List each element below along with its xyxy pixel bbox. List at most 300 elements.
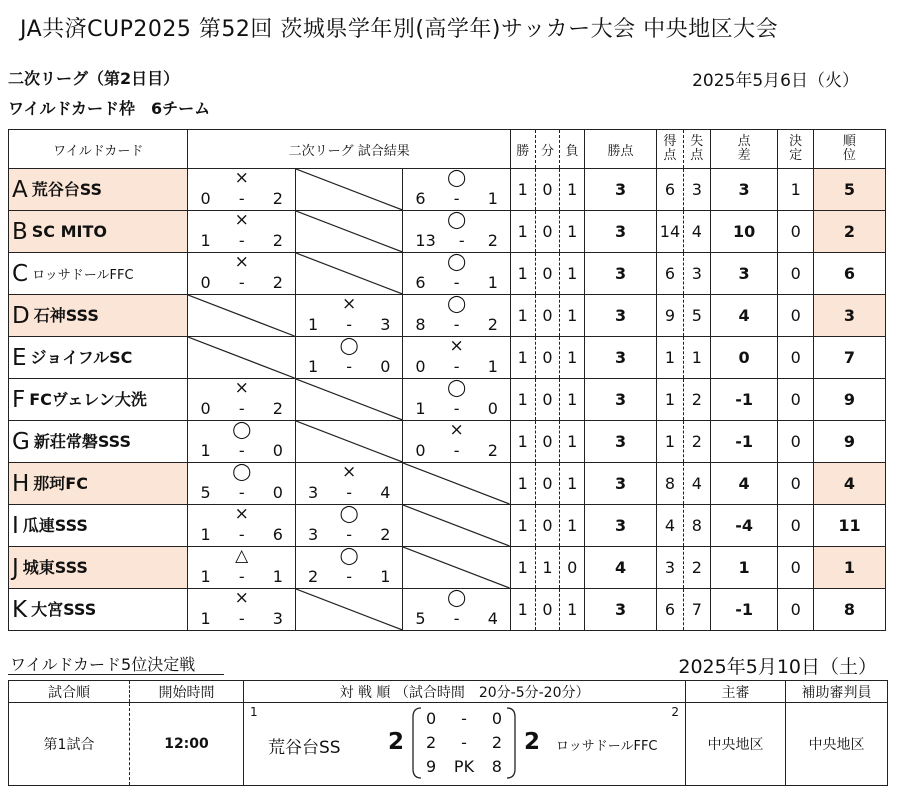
- goals-for: 4: [657, 505, 684, 547]
- decided: 0: [778, 463, 813, 505]
- playoff-table: [8, 680, 888, 786]
- header-draw: 分: [535, 130, 560, 169]
- result-score-right: 4: [487, 609, 498, 628]
- diagonal-line-icon: [188, 337, 294, 378]
- second-half-score: [412, 733, 516, 753]
- result-score: [188, 232, 294, 250]
- match-result-cell: [188, 211, 295, 253]
- match-result-cell: [188, 169, 295, 211]
- match-score-2: 2: [524, 729, 541, 755]
- wins: 1: [510, 337, 535, 379]
- team-letter: F: [12, 386, 26, 413]
- result-mark: ×: [234, 504, 249, 524]
- result-score-left: 1: [415, 399, 426, 418]
- goals-against: 3: [683, 253, 710, 295]
- round-subtitle: 二次リーグ（第2日目）: [8, 69, 180, 88]
- losses: 1: [560, 211, 585, 253]
- team-letter: C: [12, 260, 29, 287]
- header-goal-diff-label: 点差: [737, 134, 751, 163]
- result-mark: ◯: [447, 168, 467, 188]
- team-cell: [9, 463, 188, 505]
- playoff-header-order: 試合順: [9, 681, 130, 703]
- rank: 1: [813, 547, 885, 589]
- second-half-left: 2: [426, 733, 437, 752]
- header-goals-against: [683, 130, 710, 169]
- draws: 0: [535, 589, 560, 631]
- result-score-dash: -: [453, 399, 460, 418]
- match-result-cell: [188, 589, 295, 631]
- rank: 2: [813, 211, 885, 253]
- team-cell: [9, 253, 188, 295]
- rank: 9: [813, 421, 885, 463]
- rank: 6: [813, 253, 885, 295]
- result-mark: ◯: [447, 378, 467, 398]
- goals-for: 8: [657, 463, 684, 505]
- team-letter: A: [12, 176, 28, 203]
- match-team-2: ロッサドールFFC: [556, 739, 658, 754]
- match-result-cell: [295, 547, 402, 589]
- match-time: 12:00: [130, 703, 244, 786]
- decided: 0: [778, 505, 813, 547]
- header-goals-for: [657, 130, 684, 169]
- result-score-right: 0: [380, 357, 391, 376]
- result-score: [403, 610, 510, 628]
- goals-against: 2: [683, 421, 710, 463]
- goals-against: 2: [683, 379, 710, 421]
- rank: 5: [813, 169, 885, 211]
- result-mark: ×: [449, 420, 464, 440]
- round-date: 2025年5月6日（火）: [692, 71, 859, 91]
- result-score-right: 6: [272, 525, 283, 544]
- standings-row: [9, 379, 886, 421]
- result-score-right: 2: [487, 441, 498, 460]
- losses: 1: [560, 295, 585, 337]
- decided: 0: [778, 589, 813, 631]
- result-score: [403, 190, 510, 208]
- goal-difference: -1: [710, 589, 778, 631]
- result-score-left: 1: [200, 231, 211, 250]
- team-name: 石神SSS: [33, 305, 99, 325]
- goals-against: 2: [683, 547, 710, 589]
- points: 3: [585, 253, 657, 295]
- goals-for: 6: [657, 589, 684, 631]
- team-name: FCヴェレン大洗: [29, 389, 147, 409]
- pk-left: 9: [426, 757, 437, 776]
- losses: 1: [560, 169, 585, 211]
- wins: 1: [510, 421, 535, 463]
- result-score-right: 3: [380, 315, 391, 334]
- result-score-right: 3: [272, 609, 283, 628]
- match-result-cell: [403, 295, 511, 337]
- team-letter: E: [12, 344, 27, 371]
- draws: 0: [535, 211, 560, 253]
- result-score-dash: -: [453, 357, 460, 376]
- goal-difference: 3: [710, 253, 778, 295]
- rank: 9: [813, 379, 885, 421]
- result-score-left: 5: [200, 483, 211, 502]
- match-result-cell: [188, 379, 295, 421]
- goal-difference: -4: [710, 505, 778, 547]
- result-score-dash: -: [238, 273, 245, 292]
- goals-against: 4: [683, 211, 710, 253]
- first-half-dash: -: [461, 709, 467, 728]
- team-name: 瓜連SSS: [22, 515, 88, 535]
- goals-for: 6: [657, 253, 684, 295]
- goals-for: 1: [657, 421, 684, 463]
- match-assistant: 中央地区: [786, 703, 888, 786]
- header-loss: 負: [560, 130, 585, 169]
- team-name: 荒谷台SS: [31, 179, 103, 199]
- match-result-cell: [188, 421, 295, 463]
- team-letter: B: [12, 218, 28, 245]
- self-match-cell: [188, 295, 295, 337]
- standings-row: [9, 589, 886, 631]
- pk-score: [412, 757, 516, 777]
- match-result-cell: [403, 337, 511, 379]
- result-mark: ◯: [447, 588, 467, 608]
- first-half-right: 0: [491, 709, 502, 728]
- result-score-left: 1: [200, 567, 211, 586]
- diagonal-line-icon: [403, 463, 510, 504]
- wildcard-subtitle: ワイルドカード枠 6チーム: [8, 99, 211, 118]
- match-result-cell: [188, 505, 295, 547]
- page-title: JA共済CUP2025 第52回 茨城県学年別(高学年)サッカー大会 中央地区大会: [20, 17, 779, 42]
- result-score-right: 2: [487, 315, 498, 334]
- result-score: [188, 442, 294, 460]
- first-half-score: [412, 709, 516, 729]
- first-half-left: 0: [426, 709, 437, 728]
- standings-table: [8, 129, 886, 631]
- goals-against: 5: [683, 295, 710, 337]
- wins: 1: [510, 295, 535, 337]
- match-result-cell: [295, 337, 402, 379]
- match-result-cell: [403, 379, 511, 421]
- playoff-header-referee: 主審: [686, 681, 786, 703]
- result-score-right: 1: [272, 567, 283, 586]
- losses: 1: [560, 505, 585, 547]
- result-mark: ×: [234, 588, 249, 608]
- points: 3: [585, 337, 657, 379]
- result-score: [188, 484, 294, 502]
- team-cell: [9, 547, 188, 589]
- result-score-left: 3: [307, 483, 319, 502]
- result-mark: ×: [342, 294, 357, 314]
- decided: 0: [778, 211, 813, 253]
- match-result-cell: [403, 253, 511, 295]
- result-score: [188, 610, 294, 628]
- match-order: 第1試合: [9, 703, 130, 786]
- points: 3: [585, 211, 657, 253]
- result-score-left: 0: [200, 273, 211, 292]
- draws: 0: [535, 505, 560, 547]
- result-mark: ◯: [339, 546, 359, 566]
- decided: 0: [778, 253, 813, 295]
- match-result-cell: [295, 295, 402, 337]
- result-score-left: 1: [200, 441, 211, 460]
- goal-difference: 1: [710, 547, 778, 589]
- team-cell: [9, 169, 188, 211]
- wins: 1: [510, 211, 535, 253]
- match-result-cell: [403, 211, 511, 253]
- diagonal-line-icon: [403, 505, 510, 546]
- losses: 1: [560, 589, 585, 631]
- team-name: 新荘常磐SSS: [33, 431, 131, 451]
- points: 4: [585, 547, 657, 589]
- header-goal-diff: [710, 130, 778, 169]
- team-name: SC MITO: [31, 221, 108, 241]
- second-half-right: 2: [491, 733, 502, 752]
- result-score-dash: -: [453, 273, 460, 292]
- result-score-dash: -: [238, 483, 245, 502]
- result-score-dash: -: [346, 567, 353, 586]
- self-match-cell: [403, 505, 511, 547]
- losses: 1: [560, 253, 585, 295]
- result-mark: ×: [234, 210, 249, 230]
- playoff-title: ワイルドカード5位決定戦: [10, 655, 196, 674]
- result-mark: ◯: [232, 462, 252, 482]
- result-score-right: 2: [380, 525, 391, 544]
- self-match-cell: [295, 589, 402, 631]
- goal-difference: 4: [710, 295, 778, 337]
- result-score-dash: -: [238, 231, 245, 250]
- result-score: [188, 568, 294, 586]
- losses: 1: [560, 463, 585, 505]
- result-score-dash: -: [453, 189, 460, 208]
- goal-difference: -1: [710, 421, 778, 463]
- team-letter: J: [12, 554, 19, 581]
- header-goals-for-label: 得点: [663, 134, 677, 163]
- result-score-right: 0: [272, 483, 283, 502]
- result-score: [296, 358, 402, 376]
- draws: 0: [535, 295, 560, 337]
- standings-row: [9, 169, 886, 211]
- goals-for: 3: [657, 547, 684, 589]
- result-score: [403, 316, 510, 334]
- standings-header-row: [9, 130, 886, 169]
- result-score-left: 1: [307, 315, 319, 334]
- wins: 1: [510, 547, 535, 589]
- team-name: ジョイフルSC: [30, 347, 133, 367]
- result-score-dash: -: [346, 483, 353, 502]
- pk-label: PK: [453, 757, 475, 776]
- result-score-dash: -: [238, 525, 245, 544]
- goals-against: 4: [683, 463, 710, 505]
- team-cell: [9, 589, 188, 631]
- goals-for: 14: [657, 211, 684, 253]
- goals-for: 6: [657, 169, 684, 211]
- decided: 0: [778, 421, 813, 463]
- rank: 11: [813, 505, 885, 547]
- result-mark: ◯: [339, 504, 359, 524]
- goal-difference: 4: [710, 463, 778, 505]
- result-mark: ×: [342, 462, 357, 482]
- draws: 0: [535, 379, 560, 421]
- goal-difference: -1: [710, 379, 778, 421]
- result-score: [403, 442, 510, 460]
- result-score-dash: -: [346, 315, 353, 334]
- team-name: 那珂FC: [33, 473, 88, 493]
- result-score-dash: -: [453, 441, 460, 460]
- result-score-right: 2: [272, 273, 283, 292]
- result-mark: ◯: [447, 252, 467, 272]
- diagonal-line-icon: [296, 589, 402, 630]
- standings-row: [9, 547, 886, 589]
- result-score-left: 0: [200, 399, 211, 418]
- result-score-dash: -: [453, 315, 460, 334]
- standings-row: [9, 211, 886, 253]
- result-score-dash: -: [453, 609, 460, 628]
- result-score: [403, 274, 510, 292]
- result-mark: ×: [234, 378, 249, 398]
- goals-for: 1: [657, 337, 684, 379]
- draws: 0: [535, 421, 560, 463]
- goals-for: 9: [657, 295, 684, 337]
- goals-against: 7: [683, 589, 710, 631]
- diagonal-line-icon: [403, 547, 510, 588]
- header-goals-against-label: 失点: [690, 134, 704, 163]
- wins: 1: [510, 505, 535, 547]
- goal-difference: 10: [710, 211, 778, 253]
- points: 3: [585, 505, 657, 547]
- result-score-dash: -: [346, 357, 353, 376]
- result-score-dash: -: [238, 189, 245, 208]
- result-score: [188, 190, 294, 208]
- standings-row: [9, 337, 886, 379]
- playoff-header-start: 開始時間: [130, 681, 244, 703]
- result-mark: ×: [234, 252, 249, 272]
- match-result-cell: [188, 547, 295, 589]
- points: 3: [585, 169, 657, 211]
- result-score-left: 8: [415, 315, 426, 334]
- result-score-dash: -: [238, 567, 245, 586]
- goal-difference: 0: [710, 337, 778, 379]
- standings-row: [9, 505, 886, 547]
- header-win: 勝: [510, 130, 535, 169]
- diagonal-line-icon: [296, 379, 402, 420]
- match-score-breakdown: [412, 707, 516, 779]
- result-score: [296, 484, 402, 502]
- wins: 1: [510, 169, 535, 211]
- result-mark: △: [235, 546, 249, 566]
- diagonal-line-icon: [296, 253, 402, 294]
- self-match-cell: [188, 337, 295, 379]
- header-results: 二次リーグ 試合結果: [188, 130, 510, 169]
- result-score-right: 4: [380, 483, 391, 502]
- result-mark: ◯: [339, 336, 359, 356]
- result-score: [403, 400, 510, 418]
- playoff-header-assistant: 補助審判員: [786, 681, 888, 703]
- decided: 0: [778, 337, 813, 379]
- result-score-right: 2: [272, 189, 283, 208]
- result-score-left: 5: [415, 609, 426, 628]
- rank: 8: [813, 589, 885, 631]
- match-result-cell: [403, 589, 511, 631]
- header-decided-label: 決定: [789, 134, 803, 163]
- result-score-left: 1: [307, 357, 319, 376]
- wins: 1: [510, 253, 535, 295]
- points: 3: [585, 379, 657, 421]
- match-result-cell: [403, 169, 511, 211]
- playoff-date: 2025年5月10日（土）: [678, 656, 877, 678]
- header-team: ワイルドカード: [9, 130, 188, 169]
- result-score-left: 3: [307, 525, 319, 544]
- diagonal-line-icon: [296, 169, 402, 210]
- diagonal-line-icon: [296, 211, 402, 252]
- decided: 0: [778, 295, 813, 337]
- points: 3: [585, 421, 657, 463]
- match-seed-1: 1: [250, 705, 258, 719]
- result-score-left: 0: [415, 441, 426, 460]
- result-score-dash: -: [346, 525, 353, 544]
- result-mark: ◯: [232, 420, 252, 440]
- match-cell: [244, 703, 686, 786]
- result-score: [296, 526, 402, 544]
- losses: 1: [560, 421, 585, 463]
- result-score-right: 1: [487, 273, 498, 292]
- team-letter: G: [12, 428, 30, 455]
- team-letter: I: [12, 512, 19, 539]
- result-score: [188, 526, 294, 544]
- standings-row: [9, 421, 886, 463]
- result-score-right: 0: [487, 399, 498, 418]
- goal-difference: 3: [710, 169, 778, 211]
- decided: 0: [778, 379, 813, 421]
- result-score-right: 2: [272, 399, 283, 418]
- goals-against: 8: [683, 505, 710, 547]
- self-match-cell: [295, 421, 402, 463]
- result-score-right: 2: [487, 231, 498, 250]
- match-result-cell: [403, 421, 511, 463]
- losses: 1: [560, 337, 585, 379]
- self-match-cell: [403, 463, 511, 505]
- result-score: [296, 316, 402, 334]
- match-team-1: 荒谷台SS: [268, 738, 341, 758]
- header-decided: [778, 130, 813, 169]
- self-match-cell: [295, 169, 402, 211]
- result-mark: ×: [449, 336, 464, 356]
- result-score-dash: -: [458, 231, 465, 250]
- header-points: 勝点: [585, 130, 657, 169]
- result-mark: ◯: [447, 210, 467, 230]
- playoff-title-underline: [8, 674, 224, 675]
- result-mark: ×: [234, 168, 249, 188]
- draws: 0: [535, 253, 560, 295]
- match-referee: 中央地区: [686, 703, 786, 786]
- team-name: 城東SSS: [22, 557, 88, 577]
- rank: 3: [813, 295, 885, 337]
- decided: 0: [778, 547, 813, 589]
- team-cell: [9, 505, 188, 547]
- goals-against: 1: [683, 337, 710, 379]
- draws: 0: [535, 337, 560, 379]
- team-name: 大宮SSS: [31, 599, 97, 619]
- points: 3: [585, 463, 657, 505]
- result-score-right: 1: [380, 567, 391, 586]
- points: 3: [585, 295, 657, 337]
- self-match-cell: [403, 547, 511, 589]
- goals-against: 3: [683, 169, 710, 211]
- result-score-dash: -: [238, 609, 245, 628]
- self-match-cell: [295, 379, 402, 421]
- points: 3: [585, 589, 657, 631]
- playoff-header-row: [9, 681, 888, 703]
- match-seed-2: 2: [671, 705, 679, 719]
- draws: 0: [535, 463, 560, 505]
- team-letter: H: [12, 470, 30, 497]
- result-score-left: 2: [307, 567, 319, 586]
- self-match-cell: [295, 211, 402, 253]
- match-result-cell: [295, 505, 402, 547]
